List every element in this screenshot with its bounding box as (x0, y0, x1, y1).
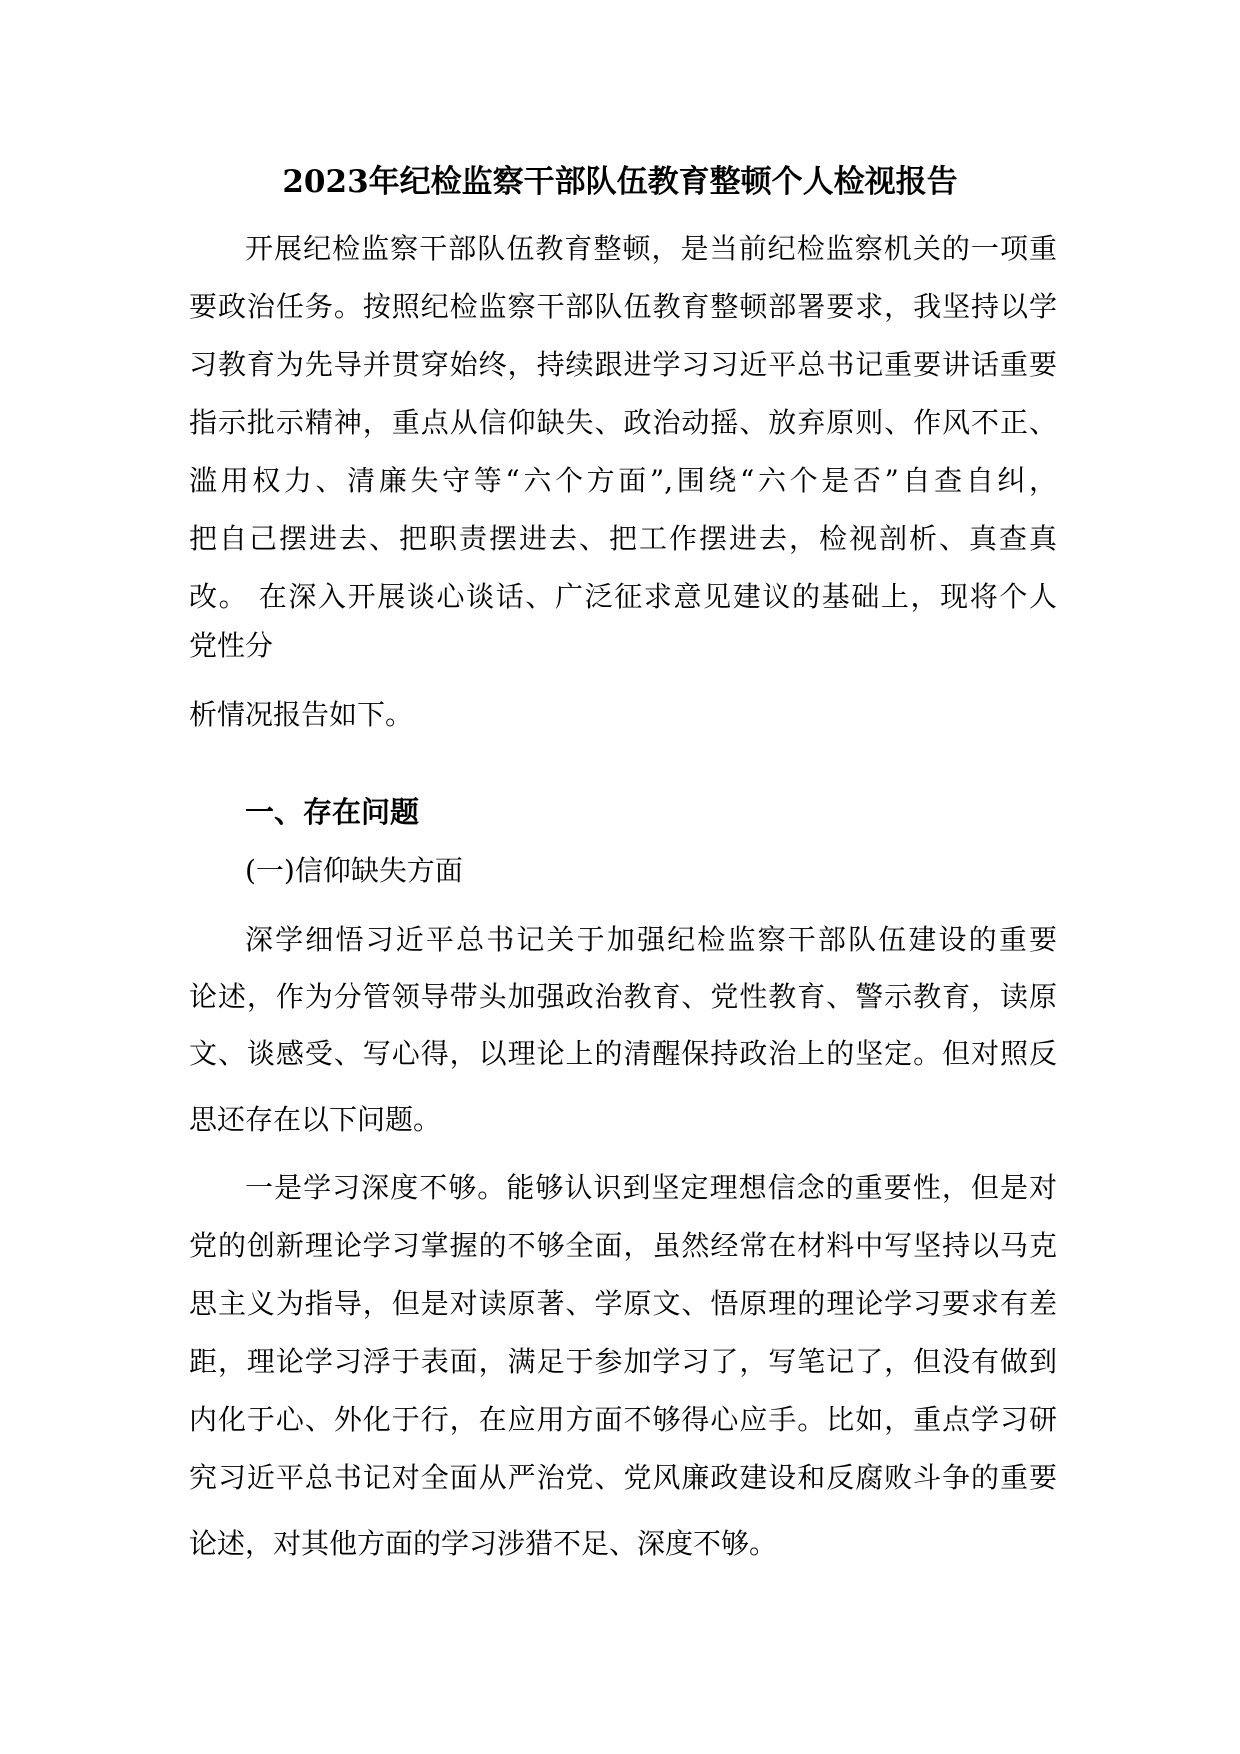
section-heading: 一、存在问题 (245, 795, 420, 829)
paragraph-line: 内化于心、外化于行，在应用方面不够得心应手。比如，重点学习研 (189, 1403, 1057, 1436)
intro-line: 开展纪检监察干部队伍教育整顿，是当前纪检监察机关的一项重 (245, 232, 1057, 265)
paragraph-line: 思还存在以下问题。 (189, 1103, 442, 1136)
intro-line: 要政治任务。按照纪检监察干部队伍教育整顿部署要求，我坚持以学 (189, 290, 1057, 323)
paragraph-line: 论述，对其他方面的学习涉猎不足、深度不够。 (189, 1527, 778, 1560)
document-title: 2023年纪检监察干部队伍教育整顿个人检视报告 (282, 164, 958, 200)
subsection-heading: (一)信仰缺失方面 (245, 854, 463, 887)
paragraph-line: 论述，作为分管领导带头加强政治教育、党性教育、警示教育，读原 (189, 980, 1057, 1013)
paragraph-line: 文、谈感受、写心得，以理论上的清醒保持政治上的坚定。但对照反 (189, 1037, 1057, 1070)
intro-line: 改。 在深入开展谈心谈话、广泛征求意见建议的基础上，现将个人 (189, 580, 1057, 613)
paragraph-line: 党的创新理论学习掌握的不够全面，虽然经常在材料中写坚持以马克 (189, 1229, 1057, 1262)
paragraph-line: 思主义为指导，但是对读原著、学原文、悟原理的理论学习要求有差 (189, 1287, 1057, 1320)
intro-line: 把自己摆进去、把职责摆进去、把工作摆进去，检视剖析、真查真 (189, 522, 1057, 555)
paragraph-line: 深学细悟习近平总书记关于加强纪检监察干部队伍建设的重要 (245, 923, 1057, 956)
paragraph-line: 究习近平总书记对全面从严治党、党风廉政建设和反腐败斗争的重要 (189, 1461, 1057, 1494)
intro-line: 指示批示精神，重点从信仰缺失、政治动摇、放弃原则、作风不正、 (189, 406, 1057, 439)
paragraph-line: 距，理论学习浮于表面，满足于参加学习了，写笔记了，但没有做到 (189, 1345, 1057, 1378)
intro-line: 习教育为先导并贯穿始终，持续跟进学习习近平总书记重要讲话重要 (189, 348, 1057, 381)
intro-line: 党性分 (189, 629, 274, 662)
intro-line: 析情况报告如下。 (189, 698, 414, 731)
intro-line: 滥用权力、清廉失守等“六个方面”,围绕“六个是否”自查自纠， (189, 464, 1057, 497)
paragraph-line: 一是学习深度不够。能够认识到坚定理想信念的重要性，但是对 (245, 1171, 1057, 1204)
